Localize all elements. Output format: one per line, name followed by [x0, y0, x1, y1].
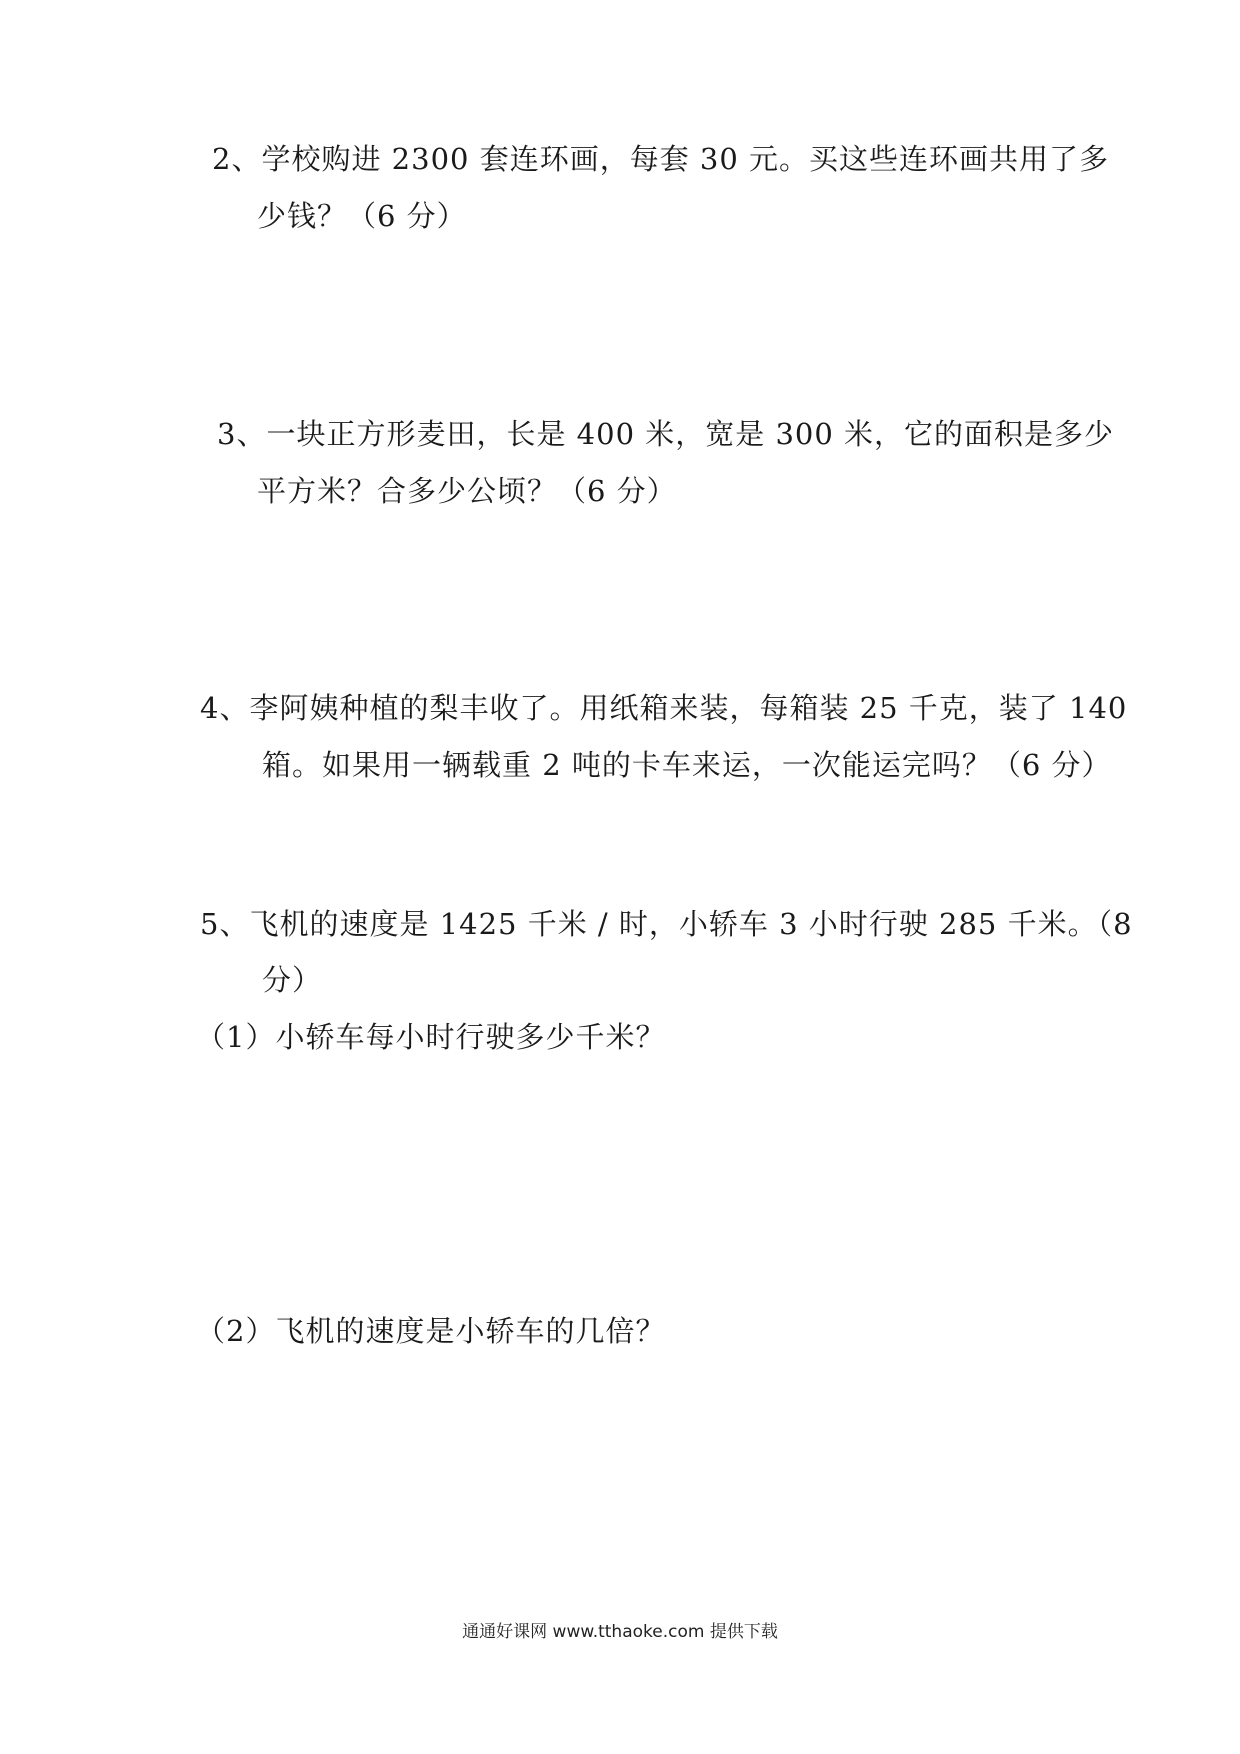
question-2-line-2: 少钱？（6 分） [257, 199, 467, 233]
question-2-line-1: 2、学校购进 2300 套连环画，每套 30 元。买这些连环画共用了多 [212, 142, 1110, 176]
download-footer: 通通好课网 www.tthaoke.com 提供下载 [462, 1622, 778, 1642]
question-5-sub-2: （2）飞机的速度是小轿车的几倍？ [196, 1314, 666, 1348]
question-5-line-1: 5、飞机的速度是 1425 千米 / 时，小轿车 3 小时行驶 285 千米。（8 [200, 907, 1133, 941]
question-4-line-1: 4、李阿姨种植的梨丰收了。用纸箱来装，每箱装 25 千克，装了 140 [200, 691, 1128, 725]
question-3-line-1: 3、一块正方形麦田，长是 400 米，宽是 300 米，它的面积是多少 [217, 417, 1115, 451]
question-4-line-2: 箱。如果用一辆载重 2 吨的卡车来运，一次能运完吗？（6 分） [262, 748, 1112, 782]
question-5-sub-1: （1）小轿车每小时行驶多少千米？ [196, 1020, 666, 1054]
question-5-line-2: 分） [262, 963, 323, 997]
question-3-line-2: 平方米？合多少公顷？（6 分） [257, 474, 677, 508]
